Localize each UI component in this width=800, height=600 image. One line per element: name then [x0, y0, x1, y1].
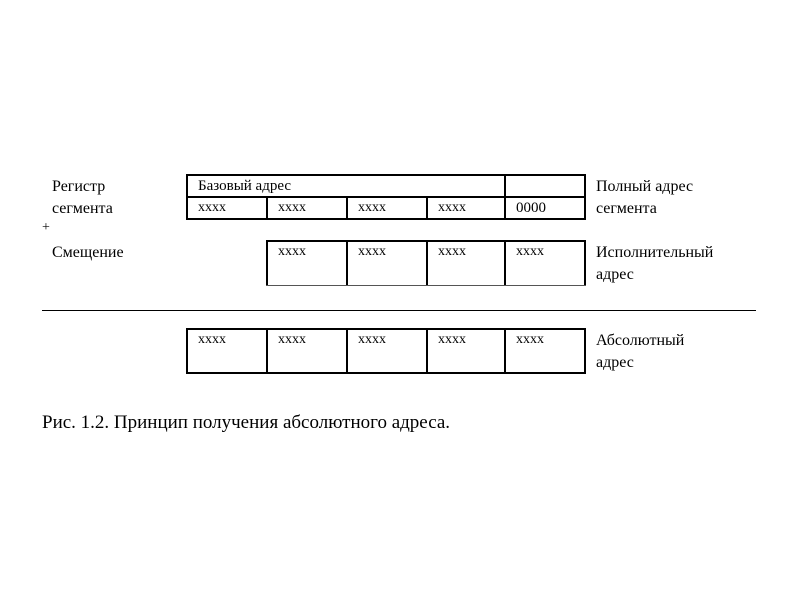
segment-register-cells: [188, 198, 584, 218]
full-segment-address-line2: сегмента: [596, 200, 657, 217]
offset-cell: xxxx: [268, 242, 348, 286]
executive-address-line1: Исполнительный: [596, 244, 714, 261]
absolute-cell: xxxx: [428, 330, 506, 372]
base-address-header: [188, 176, 506, 198]
offset-box-bottom-line: [266, 285, 586, 286]
offset-cell: xxxx: [516, 244, 544, 259]
absolute-cell: xxxx: [348, 330, 428, 372]
absolute-cell: xxxx: [188, 330, 268, 372]
segment-register-label: [52, 176, 113, 220]
segment-register-box: [186, 174, 586, 220]
sum-separator-line: [42, 310, 756, 311]
absolute-address-line1: Абсолютный: [596, 332, 685, 349]
absolute-cell: xxxx: [516, 332, 544, 347]
absolute-address-line2: адрес: [596, 354, 634, 371]
full-segment-address-label: [596, 176, 693, 220]
executive-address-line2: адрес: [596, 266, 634, 283]
segment-register-label-line1: Регистр: [52, 178, 106, 195]
offset-cell: xxxx: [348, 242, 428, 286]
base-address-header-empty-cell: [506, 176, 584, 198]
executive-address-label: [596, 242, 713, 286]
segment-register-cell: xxxx: [268, 198, 348, 218]
plus-sign: +: [42, 220, 50, 235]
offset-cell: xxxx: [428, 242, 506, 286]
offset-label: Смещение: [52, 244, 124, 261]
segment-register-cell: 0000: [516, 200, 546, 216]
full-segment-address-line1: Полный адрес: [596, 178, 694, 195]
absolute-cell: xxxx: [268, 330, 348, 372]
absolute-address-box: [186, 328, 586, 374]
offset-box: [266, 240, 586, 286]
segment-register-label-line2: сегмента: [52, 200, 113, 217]
figure-caption: Рис. 1.2. Принцип получения абсолютного адреса.: [42, 412, 451, 433]
absolute-address-label: [596, 330, 684, 374]
segment-register-cell: xxxx: [348, 198, 428, 218]
base-address-header-text: Базовый адрес: [198, 178, 292, 194]
segment-register-cell: xxxx: [188, 198, 268, 218]
segment-register-cell: xxxx: [428, 198, 506, 218]
